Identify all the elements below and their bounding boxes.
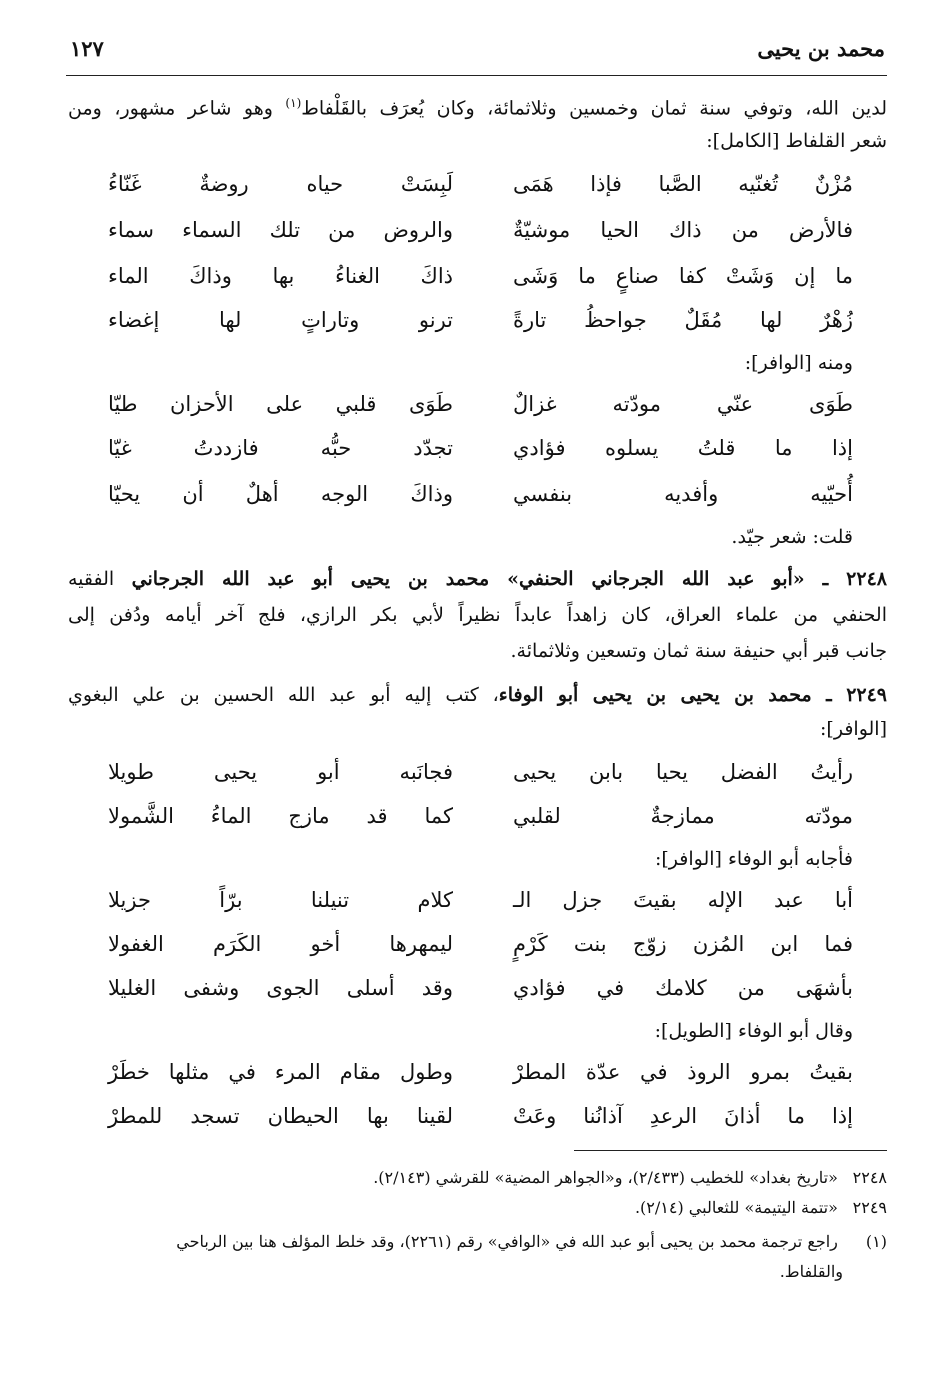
footnote-2248-text: «تاريخ بغداد» للخطيب (٢/٤٣٣)، و«الجواهر المضية» للقرشي (٢/١٤٣). (373, 1168, 838, 1187)
footnote-divider (574, 1150, 887, 1151)
intro-line-2: شعر القلفاط [الكامل]: (706, 130, 887, 152)
poem5-verse-2-left: لقينا بها الحيطان تسجد للمطرْ (108, 1104, 453, 1128)
poem2-verse-2-right: إذا ما قلتُ يسلوه فؤادي (513, 436, 853, 460)
footnote-1-text-line-1: راجع ترجمة محمد بن يحيى أبو عبد الله في «الوافي» رقم (٢٢٦١)، وقد خلط المؤلف هنا بين الرباحي (176, 1232, 838, 1251)
poem4-verse-1-right: أبا عبد الإله بقيتَ جزل الـ (513, 888, 853, 912)
poem3-verse-1-right: رأيتُ الفضل يحيا بابن يحيى (513, 760, 853, 784)
entry-2249-line-2: [الوافر]: (820, 718, 887, 740)
poem3-verse-2-left: كما قد مازج الماءُ الشَّمولا (108, 804, 453, 828)
poem1-verse-1-right: مُزْنٌ تُغنّيه الصَّبا فإذا هَمَى (513, 172, 853, 196)
poem1-verse-1-left: لَبِسَتْ حياه روضةٌ غَنّاءُ (108, 172, 453, 196)
poem5-intro: وقال أبو الوفاء [الطويل]: (654, 1020, 853, 1042)
poem3-verse-2-right: مودّته ممازجةٌ لقلبي (513, 804, 853, 828)
entry-2249-heading: ٢٢٤٩ ـ محمد بن يحيى بن يحيى أبو الوفاء (498, 684, 888, 706)
footnote-2249-text: «تتمة اليتيمة» للثعالبي (٢/١٤). (634, 1198, 838, 1217)
poem5-verse-1-left: وطول مقام المرء في مثلها خطَرْ (108, 1060, 453, 1084)
footnote-2249 (70, 1194, 887, 1222)
poem2-verse-1-right: طَوَى عنّي مودّته غزالٌ (513, 392, 853, 416)
poem4-verse-3-right: بأشهَى من كلامك في فؤادي (513, 976, 853, 1000)
poem1-verse-2-left: والروض من تلك السماء سماء (108, 218, 453, 242)
header-divider (66, 75, 887, 76)
poem2-verse-2-left: تجدّد حبُّه فازددتُ غيّا (108, 436, 453, 460)
running-title: محمد بن يحيى (757, 35, 885, 61)
footnote-2249-number: ٢٢٤٩ (852, 1198, 887, 1217)
poem1-verse-4-left: ترنو وتاراتٍ لها إغضاء (108, 308, 453, 332)
intro-line-1: لدين الله، وتوفي سنة ثمان وخمسين وثلاثمائة، وكان يُعرَف بالقَلْفاط$^{(١)}$ وهو شاعر مشهور، ومن (68, 96, 887, 120)
comment: قلت: شعر جيّد. (731, 526, 853, 548)
page-header (70, 30, 885, 66)
poem1-verse-2-right: فالأرض من ذاك الحيا موشيّةٌ (513, 218, 853, 242)
entry-2248-line-3: جانب قبر أبي حنيفة سنة ثمان وتسعين وثلاثمائة. (510, 640, 887, 662)
footnote-marker[interactable]: (١) (285, 96, 302, 110)
poem4-intro: فأجابه أبو الوفاء [الوافر]: (654, 848, 853, 870)
poem2-intro: ومنه [الوافر]: (744, 352, 853, 374)
poem4-verse-1-left: كلام تنيلنا برّاً جزيلا (108, 888, 453, 912)
poem1-verse-4-right: زُهْرٌ لها مُقَلٌ جواحظُ تارةً (513, 308, 853, 332)
poem5-verse-2-right: إذا ما أذانَ الرعدِ آذانُنا وعَتْ (513, 1104, 853, 1128)
entry-2248-heading: ٢٢٤٨ ـ «أبو عبد الله الجرجاني الحنفي» محمد بن يحيى أبو عبد الله الجرجاني (131, 568, 887, 590)
poem3-verse-1-left: فجانَبه أبو يحيى طويلا (108, 760, 453, 784)
footnote-2248-number: ٢٢٤٨ (852, 1168, 887, 1187)
footnote-2248 (70, 1164, 887, 1192)
poem2-verse-3-left: وذاكَ الوجه أهلٌ أن يحيّا (108, 482, 453, 506)
poem1-verse-3-left: ذاكَ الغناءُ بها وذاكَ الماء (108, 264, 453, 288)
poem2-verse-1-left: طَوَى قلبي على الأحزان طيّا (108, 392, 453, 416)
poem4-verse-2-left: ليمهرها أخو الكَرَم الغفولا (108, 932, 453, 956)
poem4-verse-2-right: فما ابن المُزن زوّج بنت كَرْمٍ (513, 932, 853, 956)
poem2-verse-3-right: أُحيّيه وأفديه بنفسي (513, 482, 853, 506)
page-number: ١٢٧ (70, 35, 104, 61)
entry-2248-line-1: ٢٢٤٨ ـ «أبو عبد الله الجرجاني الحنفي» محمد بن يحيى أبو عبد الله الجرجاني الفقيه (68, 568, 887, 590)
footnote-1-number: (١) (865, 1232, 887, 1251)
entry-2249-line-1: ٢٢٤٩ ـ محمد بن يحيى بن يحيى أبو الوفاء، كتب إليه أبو عبد الله الحسين بن علي البغوي (68, 684, 888, 706)
poem5-verse-1-right: بقيتُ بمرو الروذ في عدّة المطرْ (513, 1060, 853, 1084)
footnote-1 (70, 1228, 887, 1256)
poem4-verse-3-left: وقد أسلى الجوى وشفى الغليلا (108, 976, 453, 1000)
entry-2248-line-2: الحنفي من علماء العراق، كان زاهداً عابداً نظيراً لأبي بكر الرازي، فلج آخر أيامه ودُفن إلى (68, 604, 887, 626)
poem1-verse-3-right: ما إن وَشَتْ كفا صناعٍ ما وَشَى (513, 264, 853, 288)
footnote-1-line-2: والقلفاط. (779, 1262, 843, 1281)
